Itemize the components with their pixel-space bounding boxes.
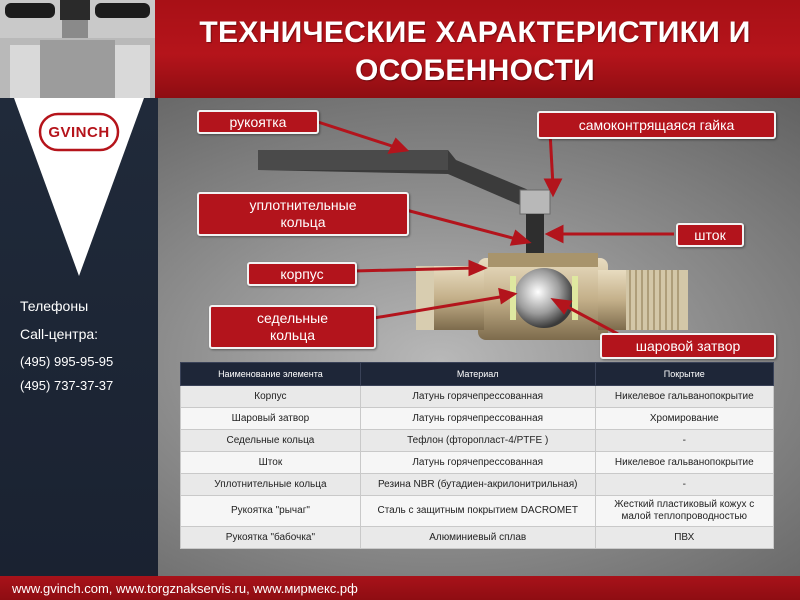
specifications-table <box>180 362 774 549</box>
table-row <box>181 452 774 474</box>
callout-seat-rings <box>209 305 376 349</box>
callcenter-label: Call-центра: <box>20 326 99 342</box>
callout-sealing-rings <box>197 192 409 236</box>
callout-seat-rings-line-1: седельные <box>256 310 328 326</box>
cell-material: Алюминиевый сплав <box>360 527 595 549</box>
callout-stem: шток <box>676 223 744 247</box>
cell-element: Седельные кольца <box>181 430 361 452</box>
callout-sealing-rings-line-1: уплотнительные <box>249 197 357 213</box>
page-title <box>175 14 775 90</box>
valve-thumbnail-image <box>0 0 155 98</box>
cell-coating: ПВХ <box>595 527 773 549</box>
footer-links: www.gvinch.com, www.torgznakservis.ru, www.мирмекс.рф <box>12 581 358 596</box>
cell-coating: Никелевое гальванопокрытие <box>595 386 773 408</box>
cell-material: Латунь горячепрессованная <box>360 386 595 408</box>
cell-coating: - <box>595 474 773 496</box>
logo-text: GVINCH <box>48 123 110 141</box>
cell-material: Резина NBR (бутадиен-акрилонитрильная) <box>360 474 595 496</box>
cell-element: Шток <box>181 452 361 474</box>
cell-element: Рукоятка "бабочка" <box>181 527 361 549</box>
col-header-coating: Покрытие <box>595 363 773 386</box>
table-row <box>181 430 774 452</box>
callout-ball: шаровой затвор <box>600 333 776 359</box>
page-title-line-1: ТЕХНИЧЕСКИЕ ХАРАКТЕРИСТИКИ И <box>199 16 751 49</box>
cell-element: Шаровый затвор <box>181 408 361 430</box>
cell-material: Тефлон (фторопласт-4/PTFE ) <box>360 430 595 452</box>
cell-material: Сталь с защитным покрытием DACROMET <box>360 496 595 527</box>
cell-material: Латунь горячепрессованная <box>360 408 595 430</box>
cell-element: Корпус <box>181 386 361 408</box>
cell-element: Уплотнительные кольца <box>181 474 361 496</box>
table-row <box>181 527 774 549</box>
table-header-row <box>181 363 774 386</box>
ball-closure <box>514 268 574 328</box>
col-header-element: Наименование элемента <box>181 363 361 386</box>
callout-seat-rings-line-2: кольца <box>269 327 316 343</box>
cell-coating: Хромирование <box>595 408 773 430</box>
self-locking-nut <box>520 190 550 214</box>
callout-sealing-rings-line-2: кольца <box>280 214 326 230</box>
callout-body: корпус <box>247 262 357 286</box>
callout-handle: рукоятка <box>197 110 319 134</box>
cell-coating: - <box>595 430 773 452</box>
cell-element: Рукоятка "рычаг" <box>181 496 361 527</box>
table-row <box>181 496 774 527</box>
table-row <box>181 386 774 408</box>
table-row <box>181 474 774 496</box>
cell-coating: Жесткий пластиковый кожух с малой теплопроводностью <box>595 496 773 527</box>
phone-number-2: (495) 737-37-37 <box>20 378 114 393</box>
phones-label: Телефоны <box>20 298 89 314</box>
page-title-line-2: ОСОБЕННОСТИ <box>355 54 595 87</box>
table-row <box>181 408 774 430</box>
phone-number-1: (495) 995-95-95 <box>20 354 114 369</box>
cell-material: Латунь горячепрессованная <box>360 452 595 474</box>
cell-coating: Никелевое гальванопокрытие <box>595 452 773 474</box>
col-header-material: Материал <box>360 363 595 386</box>
callout-self-locking-nut: самоконтрящаяся гайка <box>537 111 776 139</box>
phones-block <box>20 298 113 402</box>
